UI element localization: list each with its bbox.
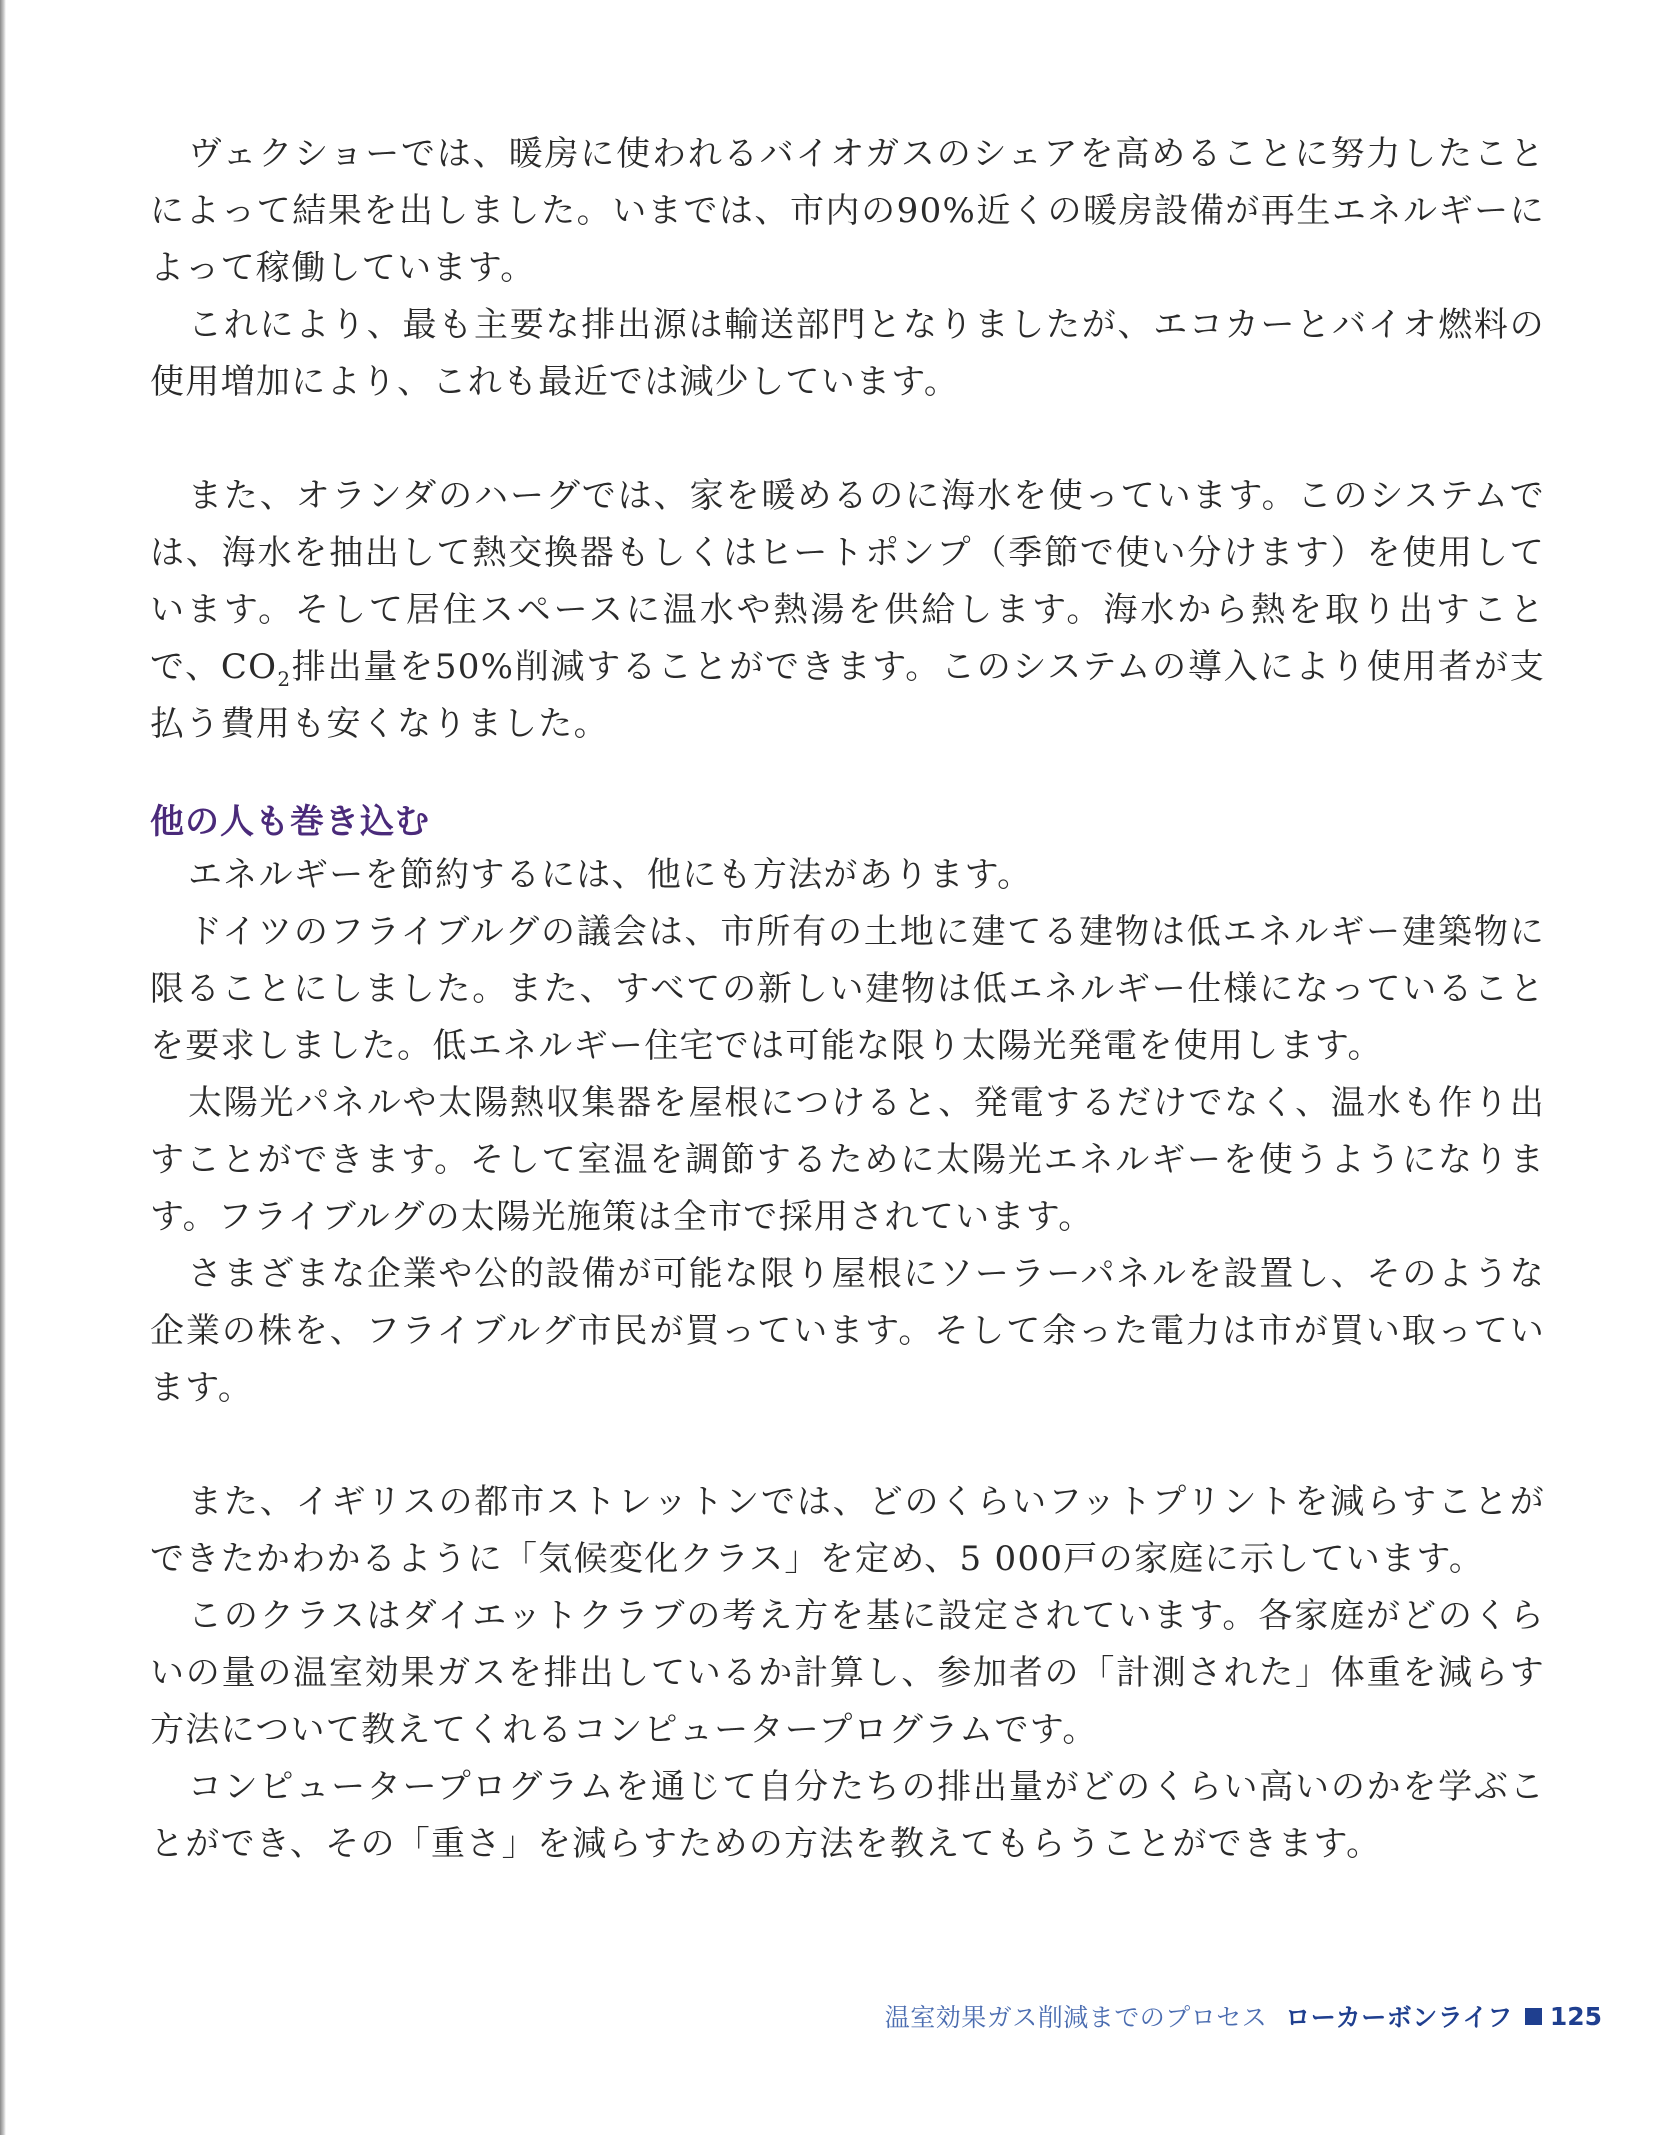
page-number: 125 (1549, 2001, 1602, 2031)
co2-symbol: CO (220, 647, 278, 687)
footer-section-title: 温室効果ガス削減までのプロセス (884, 2003, 1268, 2032)
paragraph-freiburg-council: ドイツのフライブルグの議会は、市所有の土地に建てる建物は低エネルギー建築物に限ることにしました。また、すべての新しい建物は低エネルギー仕様になっていることを要求しました。低エネルギー住宅では可能な限り太陽光発電を使用します。 (150, 912, 1545, 1066)
footer-square-icon (1525, 2008, 1542, 2025)
paragraph-computer-program: コンピュータープログラムを通じて自分たちの排出量がどのくらい高いのかを学ぶことができ、その「重さ」を減らすための方法を教えてもらうことができます。 (150, 1767, 1545, 1864)
paragraph-solar-panels: 太陽光パネルや太陽熱収集器を屋根につけると、発電するだけでなく、温水も作り出すことができます。そして室温を調節するために太陽光エネルギーを使うようになります。フライブルグの太陽光施策は全市で採用されています。 (150, 1083, 1545, 1237)
section-spacer (150, 753, 1545, 797)
hague-text-part2: 排出量を50%削減することができます。このシステムの導入により使用者が支払う費用も安くなりました。 (150, 647, 1545, 744)
hague-text-part1: また、オランダのハーグでは、家を暖めるのに海水を使っています。このシステムでは、海水を抽出して熱交換器もしくはヒートポンプ（季節で使い分けます）を使用しています。そして居住スペースに温水や熱湯を供給します。海水から熱を取り出すことで、 (150, 476, 1545, 687)
paragraph-energy-saving: エネルギーを節約するには、他にも方法があります。 (188, 855, 1033, 895)
paragraph-stretton-class: また、イギリスの都市ストレットンでは、どのくらいフットプリントを減らすことができたかわかるように「気候変化クラス」を定め、5 000戸の家庭に示しています。 (150, 1482, 1545, 1579)
page-footer (885, 1996, 1602, 2036)
page-body (150, 126, 1545, 1873)
section-heading: 他の人も巻き込む (150, 802, 430, 842)
footer-book-title: ローカーボンライフ (1285, 2003, 1513, 2032)
paragraph-vaxjo-transport: これにより、最も主要な排出源は輸送部門となりましたが、エコカーとバイオ燃料の使用増加により、これも最近では減少しています。 (150, 305, 1545, 402)
paragraph-freiburg-shares: さまざまな企業や公的設備が可能な限り屋根にソーラーパネルを設置し、そのような企業の株を、フライブルグ市民が買っています。そして余った電力は市が買い取っています。 (150, 1254, 1545, 1408)
paragraph-spacer (150, 411, 1545, 468)
co2-subscript: 2 (277, 666, 292, 691)
page-spine-edge (0, 0, 6, 2135)
paragraph-hague-seawater (150, 468, 1545, 753)
paragraph-vaxjo-biogas: ヴェクショーでは、暖房に使われるバイオガスのシェアを高めることに努力したことによって結果を出しました。いまでは、市内の90%近くの暖房設備が再生エネルギーによって稼働しています。 (150, 134, 1545, 288)
paragraph-diet-club: このクラスはダイエットクラブの考え方を基に設定されています。各家庭がどのくらいの量の温室効果ガスを排出しているか計算し、参加者の「計測された」体重を減らす方法について教えてくれるコンピュータープログラムです。 (150, 1596, 1545, 1750)
paragraph-spacer (150, 1417, 1545, 1474)
